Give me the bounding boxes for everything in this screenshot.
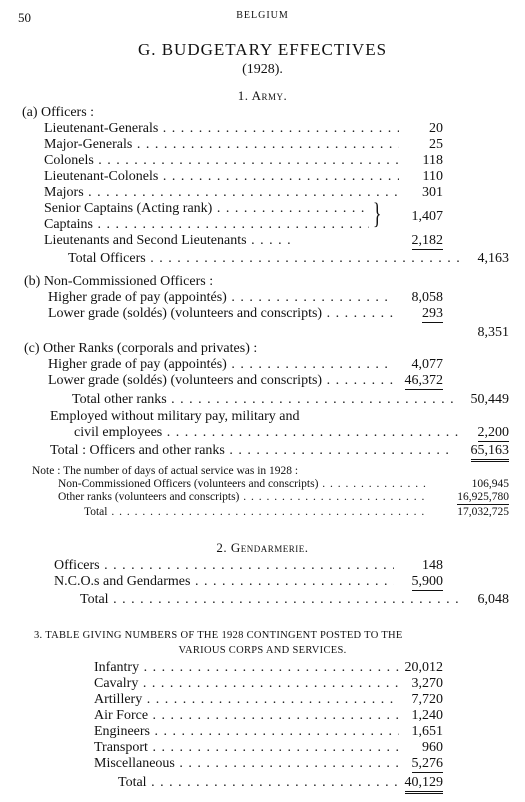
- employed-line1: Employed without military pay, military and: [50, 409, 300, 424]
- gendarmerie-row: Officers . . . 148: [0, 558, 525, 574]
- section-title: G. BUDGETARY EFFECTIVES: [137, 40, 388, 59]
- page-number: 50: [18, 10, 31, 25]
- note-row: Non-Commissioned Officers (volunteers and conscripts) . . . 106,945: [0, 478, 525, 491]
- grand-total-row: Total : Officers and other ranks . . . 65,163: [0, 443, 525, 459]
- other-ranks-row: Lower grade (soldés) (volunteers and conscripts) . . . 46,372: [0, 373, 525, 389]
- contingent-row: Infantry . . . 20,012: [0, 660, 525, 676]
- nco-row: Higher grade of pay (appointés) . . . 8,058: [0, 290, 525, 306]
- contingent-heading-line2: VARIOUS CORPS AND SERVICES.: [178, 645, 347, 656]
- officer-row: Lieutenant-Generals . . . 20: [0, 121, 525, 137]
- contingent-row: Transport . . . 960: [0, 740, 525, 756]
- gendarmerie-row: N.C.O.s and Gendarmes . . . 5,900: [0, 574, 525, 590]
- officer-row: Major-Generals . . . 25: [0, 137, 525, 153]
- note-heading: Note : The number of days of actual service was in 1928 :: [32, 465, 299, 477]
- contingent-row: Engineers . . . 1,651: [0, 724, 525, 740]
- captains-combined-value: 1,407: [411, 209, 443, 224]
- ncos-heading: (b) Non-Commissioned Officers :: [24, 274, 214, 289]
- contingent-row: Air Force . . . 1,240: [0, 708, 525, 724]
- employed-row: civil employees . . . 2,200: [0, 425, 525, 441]
- nco-row: Lower grade (soldés) (volunteers and conscripts) . . . 293: [0, 306, 525, 322]
- section-year: (1928).: [242, 62, 283, 77]
- brace-icon: }: [372, 197, 382, 230]
- note-row: Other ranks (volunteers and conscripts) . . . 16,925,780: [0, 491, 525, 504]
- officer-row: Colonels . . . 118: [0, 153, 525, 169]
- officer-row: Lieutenants and Second Lieutenants . . . 2,182: [0, 233, 525, 249]
- other-ranks-total-row: Total other ranks . . . 50,449: [0, 392, 525, 408]
- officer-row: Majors . . . 301: [0, 185, 525, 201]
- contingent-row: Miscellaneous . . . 5,276: [0, 756, 525, 772]
- other-ranks-row: Higher grade of pay (appointés) . . . 4,077: [0, 357, 525, 373]
- total-officers-row: Total Officers . . . 4,163: [0, 251, 525, 267]
- officer-row: Senior Captains (Acting rank) . . .: [0, 201, 525, 217]
- contingent-heading-line1: 3. TABLE GIVING NUMBERS OF THE 1928 CONTINGENT POSTED TO THE: [34, 630, 403, 641]
- other-ranks-heading: (c) Other Ranks (corporals and privates) :: [24, 341, 258, 356]
- contingent-row: Artillery . . . 7,720: [0, 692, 525, 708]
- ncos-total-value: 8,351: [477, 325, 509, 340]
- officer-row: Captains . . .: [0, 217, 525, 233]
- officers-heading: (a) Officers :: [22, 105, 95, 120]
- gendarmerie-heading: 2. Gendarmerie.: [216, 540, 309, 555]
- contingent-row: Cavalry . . . 3,270: [0, 676, 525, 692]
- running-title: BELGIUM: [236, 10, 289, 21]
- note-total-row: Total . . . 17,032,725: [0, 506, 525, 519]
- officer-row: Lieutenant-Colonels . . . 110: [0, 169, 525, 185]
- army-heading: 1. Army.: [237, 88, 288, 103]
- gendarmerie-total-row: Total . . . 6,048: [0, 592, 525, 608]
- contingent-total-row: Total . . . 40,129: [0, 775, 525, 791]
